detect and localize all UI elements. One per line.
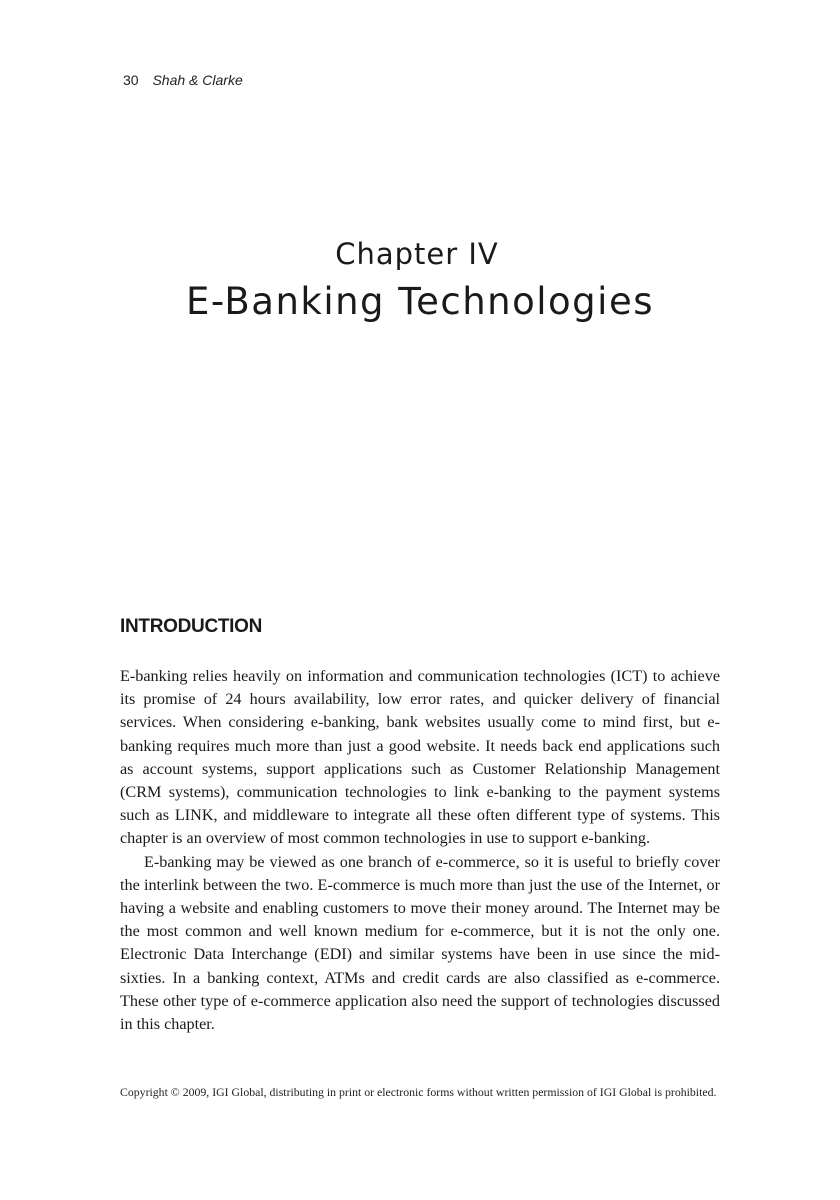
running-head (123, 72, 243, 88)
chapter-heading (0, 232, 840, 328)
copyright-notice: Copyright © 2009, IGI Global, distributing in print or electronic forms without written permission of IGI Global is prohibited. (120, 1085, 717, 1099)
paragraph-1: E-banking relies heavily on information and communication technologies (ICT) to achieve its promise of 24 hours availability, low error rates, and quicker delivery of financial services. When considering e-banking, bank websites usually come to mind first, but e-banking requires much more than just a good website. It needs back end applications such as account systems, support applications such as Customer Relationship Management (CRM systems), communication technologies to link e-banking to the payment systems such as LINK, and middleware to integrate all these often different type of systems. This chapter is an overview of most common technologies in use to support e-banking. (120, 667, 720, 848)
running-head-authors: Shah & Clarke (152, 72, 243, 88)
chapter-label: Chapter IV (335, 237, 499, 271)
section-heading: INTRODUCTION (120, 616, 263, 637)
chapter-title: E-Banking Technologies (185, 280, 654, 323)
body-text (120, 665, 720, 1036)
page-number: 30 (123, 72, 139, 88)
paragraph-2: E-banking may be viewed as one branch of e-commerce, so it is useful to briefly cover the interlink between the two. E-commerce is much more than just the use of the Internet, or having a website and enabling customers to move their money around. The Internet may be the most common and well known medium for e-commerce, but it is not the only one. Electronic Data Interchange (EDI) and similar systems have been in use since the mid-sixties. In a banking context, ATMs and credit cards are also classified as e-commerce. These other type of e-commerce application also need the support of technologies discussed in this chapter. (120, 852, 720, 1034)
